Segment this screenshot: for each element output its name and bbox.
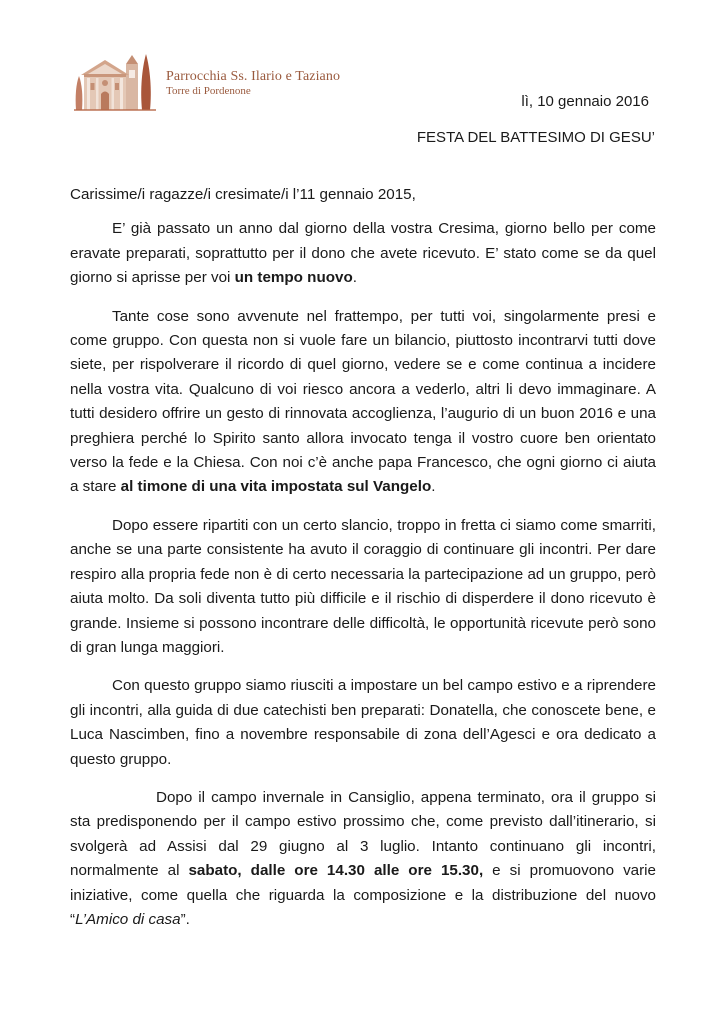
paragraph-5-end: ”. <box>180 910 190 928</box>
church-facade-icon <box>70 50 160 112</box>
paragraph-5-bold: sabato, dalle ore 14.30 alle ore 15.30, <box>188 862 484 880</box>
date-line: lì, 10 gennaio 2016 <box>521 93 649 110</box>
paragraph-5-text: Dopo il campo invernale in Cansiglio, appena terminato, ora il gruppo si sta predisponendo per il campo estivo prossimo che, come previsto dall’itinerario, si svolgerà ad Assisi dal 29 giugno al 3 luglio. Intanto continuano gli incontri, normalmente al <box>70 788 656 880</box>
paragraph-4-text: Con questo gruppo siamo riusciti a impostare un bel campo estivo e a riprendere gli incontri, alla guida di due catechisti ben preparati: Donatella, che conoscete bene, e Luca Nascimben, fino a novembre responsabile di zona dell’Agesci e ora dedicato a questo gruppo. <box>70 677 656 768</box>
paragraph-5 <box>70 786 656 932</box>
paragraph-2-bold: al timone di una vita impostata sul Vangelo <box>120 478 432 496</box>
paragraph-5-text-2: e si promuovono varie iniziative, come quella che riguarda la composizione e la distribuzione del nuovo “ <box>70 862 656 928</box>
feast-title: FESTA DEL BATTESIMO DI GESU’ <box>416 129 655 146</box>
paragraph-3 <box>70 514 656 660</box>
paragraph-1 <box>70 217 656 290</box>
paragraph-1-bold: un tempo nuovo <box>234 269 353 287</box>
paragraph-2-text: Tante cose sono avvenute nel frattempo, per tutti voi, singolarmente presi e come gruppo. Con questa non si vuole fare un bilancio, piuttosto incontrarvi tutti dove siete, per rispolverare il ricordo di quel giorno, vedere se e come continua a incidere nella vostra vita. Qualcuno di voi riesco ancora a vederlo, altri li devo immaginare. A tutti desidero offrire un gesto di rinnovata accoglienza, l’augurio di un buon 2016 e una preghiera perché lo Spirito santo allora invocato tenga il vostro cuore ben orientato verso la fede e la Chiesa. Con noi c’è anche papa Francesco, che ogni giorno ci aiuta a stare <box>70 307 656 496</box>
paragraph-4 <box>70 674 656 772</box>
paragraph-5-italic: L’Amico di casa <box>75 910 181 928</box>
paragraph-2-end: . <box>431 478 436 496</box>
salutation: Carissime/i ragazze/i cresimate/i l’11 gennaio 2015, <box>70 186 416 203</box>
paragraph-3-text: Dopo essere ripartiti con un certo slancio, troppo in fretta ci siamo come smarriti, anche se una parte consistente ha avuto il coraggio di continuare gli incontri. Per dare respiro alla propria fede non è di certo necessaria la partecipazione ad un gruppo, però aiuta molto. Da soli diventa tutto più difficile e il rischio di disperdere il dono ricevuto è grande. Insieme si possono incontrare delle difficoltà, le opportunità ricevute però sono di gran lunga maggiori. <box>70 516 656 656</box>
paragraph-1-end: . <box>352 269 357 287</box>
letter-body <box>70 183 656 946</box>
parish-name: Parrocchia Ss. Ilario e Taziano <box>166 69 341 84</box>
paragraph-2 <box>70 305 656 500</box>
parish-place: Torre di Pordenone <box>166 85 251 97</box>
paragraph-1-text: E’ già passato un anno dal giorno della vostra Cresima, giorno bello per come eravate preparati, soprattutto per il dono che avete ricevuto. E’ stato come se da quel giorno si aprisse per voi <box>70 220 656 287</box>
